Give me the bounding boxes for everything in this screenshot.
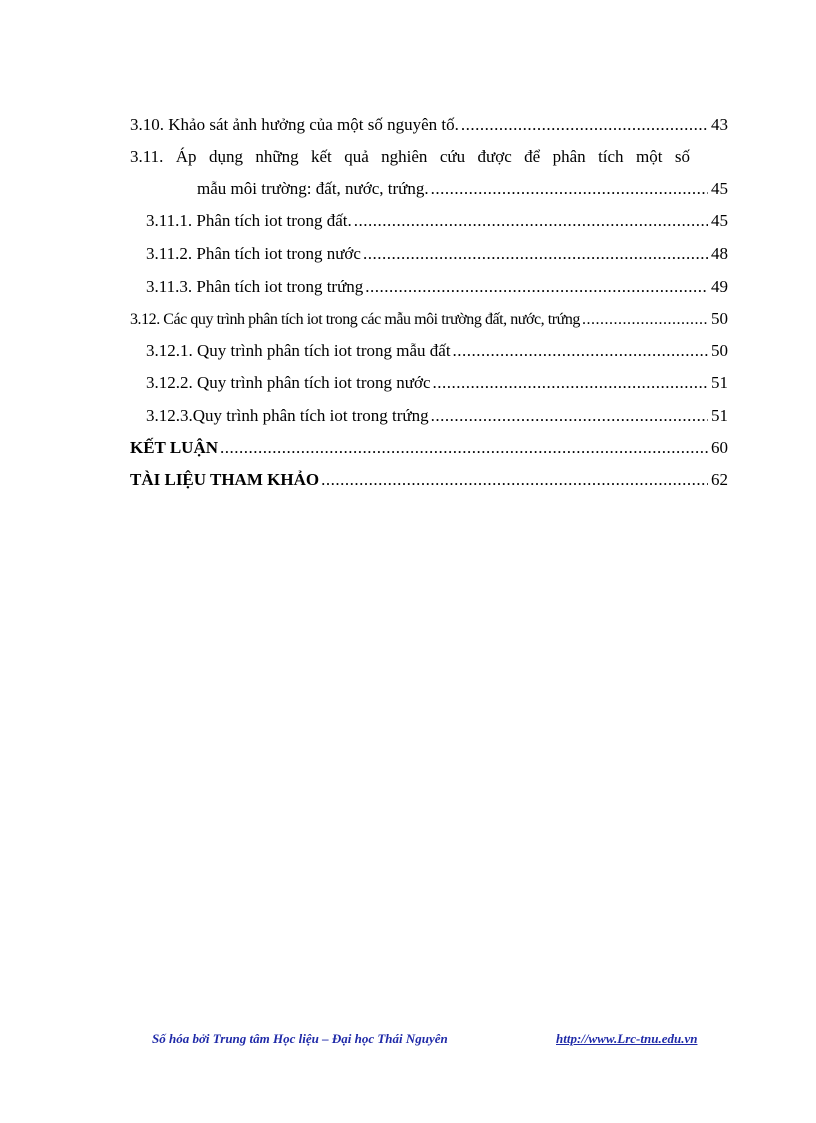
toc-entry[interactable] [146,276,728,298]
toc-word: để [524,147,541,166]
toc-page-number: 49 [711,277,728,296]
toc-leader-dots [461,114,708,136]
toc-leader-dots [582,309,708,331]
toc-entry-label: mẫu môi trường: đất, nước, trứng. [197,179,429,198]
toc-word: cứu [439,147,466,166]
toc-word: nghiên [381,147,428,166]
toc-page-number: 62 [711,470,728,489]
toc-entry-label: KẾT LUẬN [130,438,219,457]
toc-entry-label: 3.10. Khảo sát ảnh hưởng của một số nguyên tố. [130,115,459,134]
toc-leader-dots [431,405,708,427]
toc-word: dụng [208,147,243,166]
toc-page-number: 50 [711,309,728,328]
toc-entry[interactable] [146,210,728,232]
toc-entry-first-line[interactable] [130,146,690,168]
toc-entry[interactable] [130,469,728,491]
toc-entry[interactable] [146,405,728,427]
toc-entry-label: 3.12.2. Quy trình phân tích iot trong nước [146,373,431,392]
toc-entry[interactable] [130,437,728,459]
toc-page-number: 60 [711,438,728,457]
toc-word: quả [344,147,369,166]
toc-leader-dots [220,437,708,459]
toc-word: được [477,147,512,166]
toc-entry[interactable] [197,178,728,200]
toc-entry-label: 3.11.2. Phân tích iot trong nước [146,244,361,263]
toc-page-number: 51 [711,373,728,392]
footer-link[interactable]: http://www.Lrc-tnu.edu.vn [556,1031,698,1046]
toc-entry-label: 3.12. Các quy trình phân tích iot trong các mẫu môi trường đất, nước, trứng [130,311,580,328]
toc-leader-dots [354,210,708,232]
toc-word: tích [598,147,624,166]
toc-leader-dots [321,469,708,491]
footer-credit: Số hóa bởi Trung tâm Học liệu – Đại học Thái Nguyên [152,1031,448,1046]
toc-page-number: 45 [711,211,728,230]
toc-entry-label: 3.12.3.Quy trình phân tích iot trong trứng [146,406,429,425]
toc-word: kết [311,147,332,166]
toc-leader-dots [433,372,708,394]
toc-leader-dots [363,243,708,265]
toc-entry[interactable] [146,243,728,265]
toc-entry-label: TÀI LIỆU THAM KHẢO [130,470,320,489]
toc-page-number: 51 [711,406,728,425]
toc-word: phân [552,147,586,166]
toc-word: những [255,147,299,166]
toc-page-number: 50 [711,341,728,360]
toc-page-number: 43 [711,115,728,134]
toc-word: số [674,147,690,166]
toc-entry-label: 3.11.1. Phân tích iot trong đất. [146,211,352,230]
toc-leader-dots [431,178,708,200]
toc-page-number: 45 [711,179,728,198]
toc-word: Áp [175,147,197,166]
toc-leader-dots [453,340,708,362]
toc-entry-label: 3.12.1. Quy trình phân tích iot trong mẫu đất [146,341,451,360]
toc-word: 3.11. [130,147,164,166]
toc-entry[interactable] [130,308,728,330]
toc-entry[interactable] [146,372,728,394]
toc-leader-dots [365,276,708,298]
toc-entry-label: 3.11.3. Phân tích iot trong trứng [146,277,364,296]
toc-entry[interactable] [130,114,728,136]
toc-word: một [635,147,663,166]
toc-entry[interactable] [146,340,728,362]
toc-page-number: 48 [711,244,728,263]
